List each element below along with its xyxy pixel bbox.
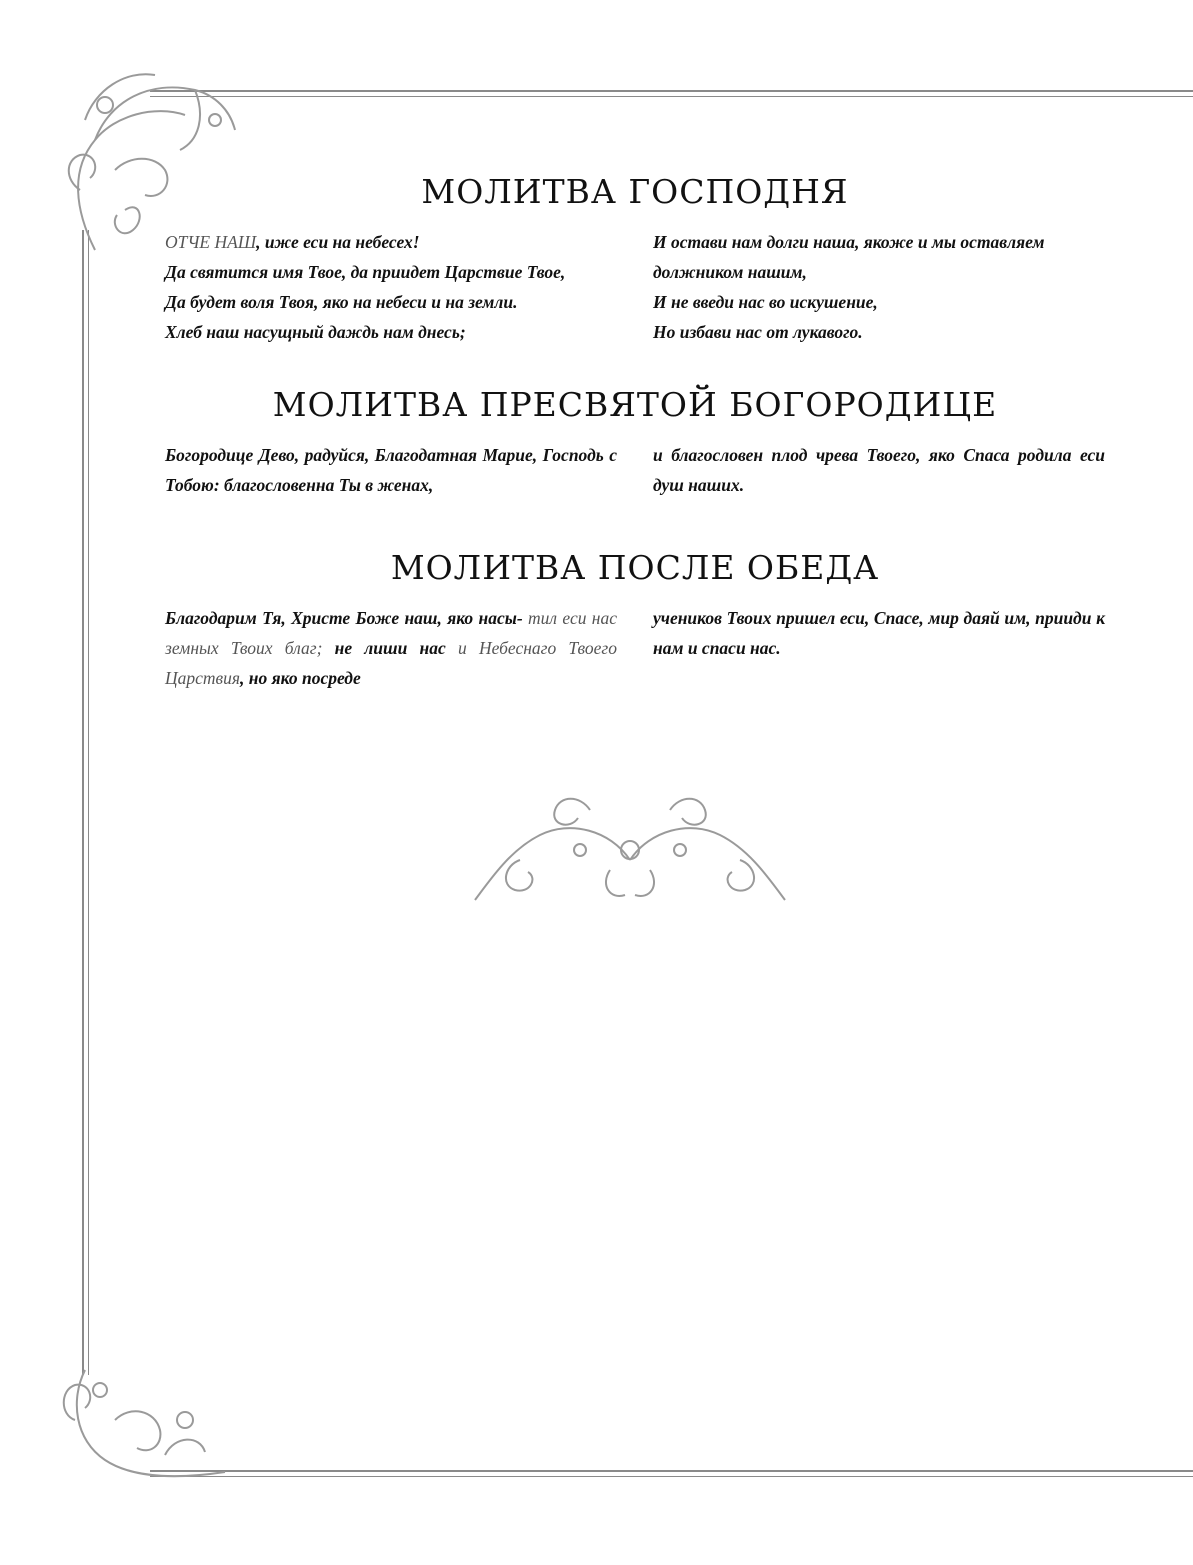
left-column: Богородице Дево, радуйся, Благодатная Марие, Господь с Тобою: благословенна Ты в женах, (165, 445, 617, 495)
text-line: И не введи нас во искушение, (653, 292, 878, 312)
text-span: и Небеснаго Твоего Царствия (165, 638, 617, 688)
frame-top-line (150, 90, 1193, 92)
bottom-left-flourish-icon (55, 1360, 245, 1500)
frame-bottom-line-inner (150, 1476, 1193, 1477)
left-column (165, 227, 617, 347)
text-line: И остави нам долги наша, якоже и мы оставляем должником нашим, (653, 232, 1045, 282)
frame-top-line-inner (150, 96, 1193, 97)
page-content (165, 160, 1105, 693)
section-title-after-meal-prayer: МОЛИТВА ПОСЛЕ ОБЕДА (390, 548, 880, 587)
left-column (165, 603, 617, 693)
section-title-lords-prayer: МОЛИТВА ГОСПОДНЯ (421, 172, 849, 211)
text-span: Благодарим Тя, Христе Боже наш, яко насы- (165, 608, 523, 628)
section-title-theotokos-prayer: МОЛИТВА ПРЕСВЯТОЙ БОГОРОДИЦЕ (272, 385, 998, 424)
text-span: , иже еси на небесех! (256, 232, 420, 252)
center-ornament-icon (460, 790, 800, 915)
text-line: Да святится имя Твое, да приидет Царствие Твое, (165, 262, 566, 282)
section-body-lords-prayer (165, 227, 1105, 347)
right-column: и благословен плод чрева Твоего, яко Спаса родила еси душ наших. (653, 445, 1105, 495)
text-line (165, 227, 617, 257)
right-column: учеников Твоих пришел еси, Спасе, мир даяй им, прииди к нам и спаси нас. (653, 608, 1105, 658)
text-span: ОТЧЕ НАШ (165, 232, 257, 252)
text-line: Но избави нас от лукавого. (653, 322, 863, 342)
text-span: тил еси нас земных Твоих благ; (165, 608, 617, 658)
right-column (653, 227, 1105, 347)
text-line: Да будет воля Твоя, яко на небеси и на земли. (165, 292, 518, 312)
frame-left-line (82, 230, 84, 1375)
section-body-theotokos-prayer (165, 440, 1105, 500)
text-line: Хлеб наш насущный даждь нам днесь; (165, 322, 466, 342)
section-body-after-meal-prayer (165, 603, 1105, 693)
frame-left-line-inner (88, 230, 89, 1375)
frame-bottom-line (150, 1470, 1193, 1472)
text-span: , но яко посреде (240, 668, 361, 688)
text-span: не лиши нас (322, 638, 446, 658)
